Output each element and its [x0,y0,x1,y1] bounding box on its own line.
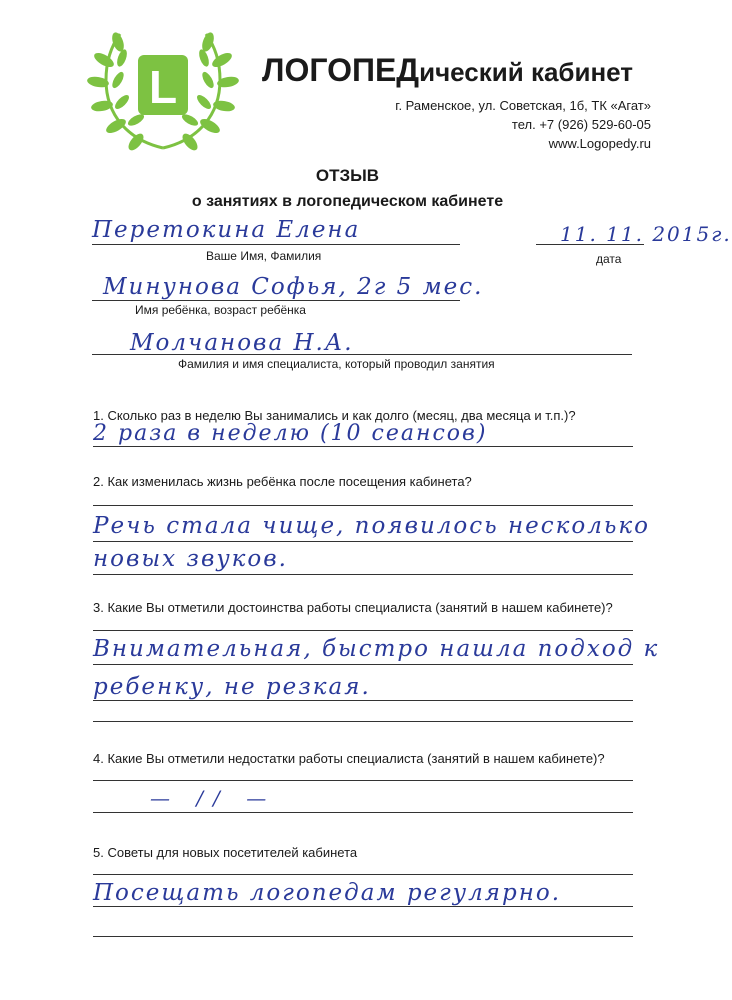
child-value: Минунова Софья, 2г 5 мес. [103,274,484,300]
date-caption: дата [596,252,622,266]
answer-line [93,812,633,813]
answer-line [93,874,633,875]
answer-line [93,664,633,665]
answer-3-line-1: Внимательная, быстро нашла подход к [93,636,660,662]
address: г. Раменское, ул. Советская, 1б, ТК «Агат» [395,98,651,113]
answer-line [93,446,633,447]
answer-2-line-2: новых звуков. [93,546,288,572]
date-underline [536,244,644,245]
specialist-value: Молчанова Н.А. [130,330,354,356]
logo-letter: L [148,61,178,113]
name-underline [92,244,460,245]
answer-3-line-2: ребенку, не резкая. [93,674,371,700]
answer-line [93,780,633,781]
question-5: 5. Советы для новых посетителей кабинета [93,845,358,860]
child-caption: Имя ребёнка, возраст ребёнка [135,303,306,317]
question-4: 4. Какие Вы отметили недостатки работы специалиста (занятий в нашем кабинете)? [93,751,605,766]
phone: тел. +7 (926) 529-60-05 [511,117,651,132]
answer-1-line-1: 2 раза в неделю (10 сеансов) [93,421,488,446]
answer-line [93,936,633,937]
question-3: 3. Какие Вы отметили достоинства работы специалиста (занятий в нашем кабинете)? [93,600,613,615]
question-2: 2. Как изменилась жизнь ребёнка после посещения кабинета? [93,474,472,489]
answer-4-line-1: — // — [150,786,277,810]
question-1: 1. Сколько раз в неделю Вы занимались и как долго (месяц, два месяца и т.п.)? [93,408,576,423]
answer-line [93,574,633,575]
brand-suffix: ический кабинет [419,57,634,87]
laurel-logo [88,20,238,160]
specialist-caption: Фамилия и имя специалиста, который проводил занятия [178,357,495,371]
answer-line [93,630,633,631]
date-value: 11. 11. 2015г. [560,222,732,246]
answer-line [93,505,633,506]
answer-line [93,541,633,542]
answer-2-line-1: Речь стала чище, появилось несколько [93,513,650,539]
form-subtitle: о занятиях в логопедическом кабинете [191,193,504,210]
name-caption: Ваше Имя, Фамилия [206,249,322,263]
brand-prefix: ЛОГОПЕД [262,52,420,88]
answer-line [93,721,633,722]
answer-line [93,906,633,907]
name-value: Перетокина Елена [92,217,361,243]
brand-title [262,52,633,89]
form-title: ОТЗЫВ [315,166,380,185]
child-underline [92,300,460,301]
answer-line [93,700,633,701]
specialist-underline [92,354,632,355]
answer-5-line-1: Посещать логопедам регулярно. [93,880,562,906]
website: www.Logopedy.ru [548,136,651,151]
